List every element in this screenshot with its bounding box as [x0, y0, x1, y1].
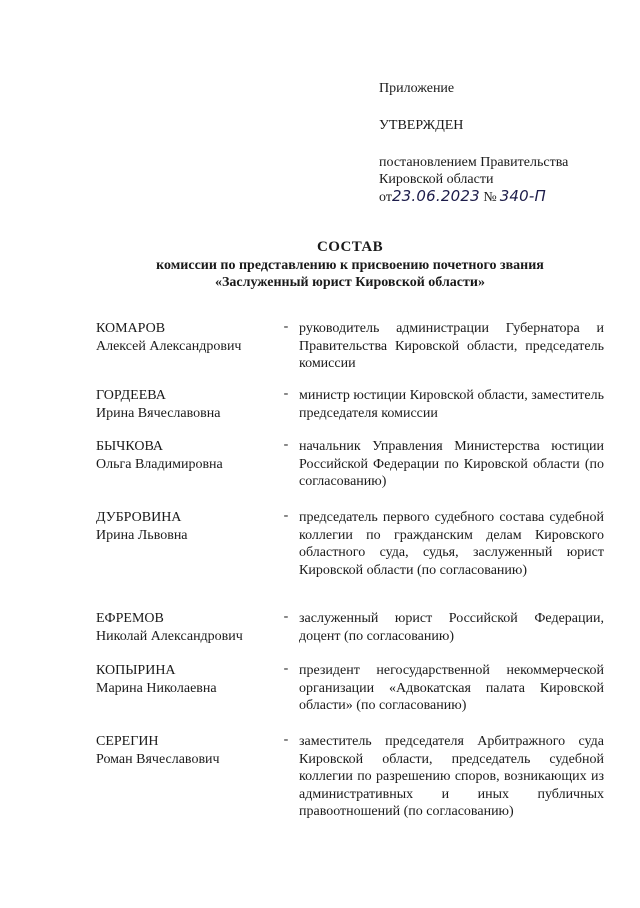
decree-line-2: Кировской области [379, 172, 494, 187]
handwritten-number: 340-П [499, 187, 547, 205]
document-title: СОСТАВ [316, 239, 383, 255]
number-prefix: № [483, 190, 497, 205]
member-surname: КОПЫРИНА [96, 663, 176, 678]
member-role: начальник Управления Министерства юстиции Российской Федерации по Кировской области (по согласованию) [299, 439, 604, 489]
member-separator: - [283, 732, 289, 747]
member-separator: - [283, 661, 289, 676]
member-role: министр юстиции Кировской области, заместитель председателя комиссии [299, 388, 604, 421]
member-given-names: Ольга Владимировна [96, 456, 223, 472]
approved-label: УТВЕРЖДЕН [379, 118, 464, 133]
member-role: президент негосударственной некоммерческой организации «Адвокатская палата Кировской области» (по согласованию) [299, 663, 604, 713]
member-name [96, 509, 276, 544]
date-prefix: от [379, 190, 392, 205]
annex-label: Приложение [379, 81, 455, 96]
member-name [96, 387, 276, 422]
decree-reference [379, 154, 619, 206]
member-given-names: Алексей Александрович [96, 338, 242, 354]
member-role: председатель первого судебного состава судебной коллегии по гражданским делам Кировского областного суда, судья, заслуженный юрист Кировской области (по согласованию) [299, 510, 604, 578]
member-role: заместитель председателя Арбитражного суда Кировской области, председатель судебной коллегии по разрешению споров, возникающих из административных и иных публичных правоотношений (по согласованию) [299, 734, 604, 819]
document-subtitle-line-2: «Заслуженный юрист Кировской области» [215, 275, 485, 290]
member-name [96, 662, 276, 697]
member-surname: ДУБРОВИНА [96, 510, 182, 525]
member-surname: ЕФРЕМОВ [96, 611, 164, 626]
approval-stamp [379, 80, 619, 206]
decree-date-line [379, 188, 619, 206]
member-separator: - [283, 319, 289, 334]
member-name [96, 610, 276, 645]
document-heading [60, 238, 640, 291]
member-name [96, 733, 276, 768]
handwritten-date: 23.06.2023 [391, 187, 480, 205]
member-role: заслуженный юрист Российской Федерации, доцент (по согласованию) [299, 611, 604, 644]
member-name [96, 320, 276, 355]
member-role: руководитель администрации Губернатора и Правительства Кировской области, председатель комиссии [299, 321, 604, 371]
member-given-names: Ирина Львовна [96, 527, 188, 543]
member-separator: - [283, 386, 289, 401]
member-separator: - [283, 609, 289, 624]
member-given-names: Ирина Вячеславовна [96, 405, 221, 421]
member-surname: СЕРЕГИН [96, 734, 159, 749]
member-given-names: Николай Александрович [96, 628, 243, 644]
member-given-names: Роман Вячеславович [96, 751, 220, 767]
decree-line-1: постановлением Правительства [379, 155, 569, 170]
member-separator: - [283, 437, 289, 452]
member-given-names: Марина Николаевна [96, 680, 217, 696]
member-separator: - [283, 508, 289, 523]
member-surname: КОМАРОВ [96, 321, 166, 336]
document-subtitle-line-1: комиссии по представлению к присвоению почетного звания [156, 258, 544, 273]
member-surname: БЫЧКОВА [96, 439, 164, 454]
member-name [96, 438, 276, 473]
member-surname: ГОРДЕЕВА [96, 388, 166, 403]
